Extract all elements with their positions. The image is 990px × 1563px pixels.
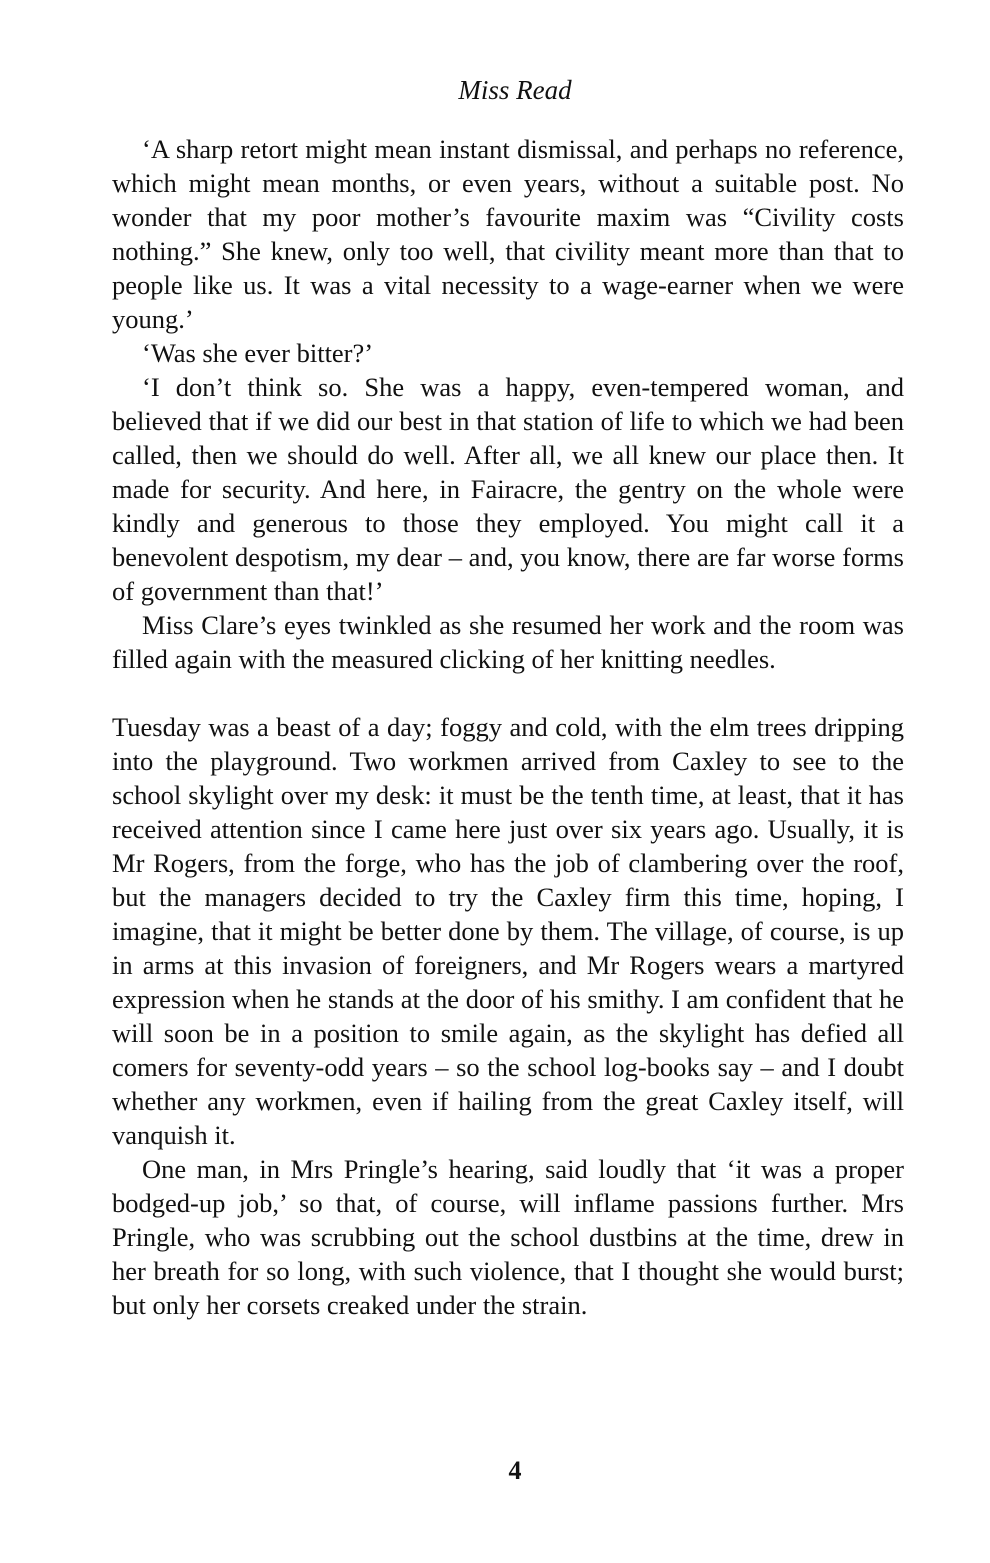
paragraph-section-start: Tuesday was a beast of a day; foggy and cold, with the elm trees dripping into the playground. Two workmen arrived from Caxley to see to the school skylight over my desk: it must be the tenth time, at least, that it has received attention since I came here just over six years ago. Usually, it is Mr Rogers, from the forge, who has the job of clambering over the roof, but the managers decided to try the Caxley firm this time, hoping, I imagine, that it might be better done by them. The village, of course, is up in arms at this invasion of foreigners, and Mr Rogers wears a martyred expression when he stands at the door of his smithy. I am confident that he will soon be in a position to smile again, as the skylight has defied all comers for seventy-odd years – so the school log-books say – and I doubt whether any workmen, even if hailing from the great Caxley itself, will vanquish it. — [112, 712, 904, 1150]
paragraph: ‘Was she ever bitter?’ — [142, 338, 374, 368]
paragraph: Miss Clare’s eyes twinkled as she resumed her work and the room was filled again with the measured clicking of her knitting needles. — [112, 610, 904, 674]
paragraph: One man, in Mrs Pringle’s hearing, said loudly that ‘it was a proper bodged-up job,’ so that, of course, will inflame passions further. Mrs Pringle, who was scrubbing out the school dustbins at the time, drew in her breath for so long, with such violence, that I thought she would burst; but only her corsets creaked under the strain. — [112, 1154, 904, 1320]
paragraph: ‘I don’t think so. She was a happy, even-tempered woman, and believed that if we did our best in that station of life to which we had been called, then we should do well. After all, we all knew our place then. It made for security. And here, in Fairacre, the gentry on the whole were kindly and generous to those they employed. You might call it a benevolent despotism, my dear – and, you know, there are far worse forms of government than that!’ — [112, 372, 904, 606]
page-number: 4 — [508, 1456, 522, 1485]
body-text — [112, 132, 904, 1322]
running-head: Miss Read — [458, 75, 572, 105]
paragraph: ‘A sharp retort might mean instant dismissal, and perhaps no reference, which might mean months, or even years, without a suitable post. No wonder that my poor mother’s favourite maxim was “Civility costs nothing.” She knew, only too well, that civility meant more than that to people like us. It was a vital necessity to a wage-earner when we were young.’ — [112, 134, 904, 334]
book-page — [112, 72, 904, 1532]
